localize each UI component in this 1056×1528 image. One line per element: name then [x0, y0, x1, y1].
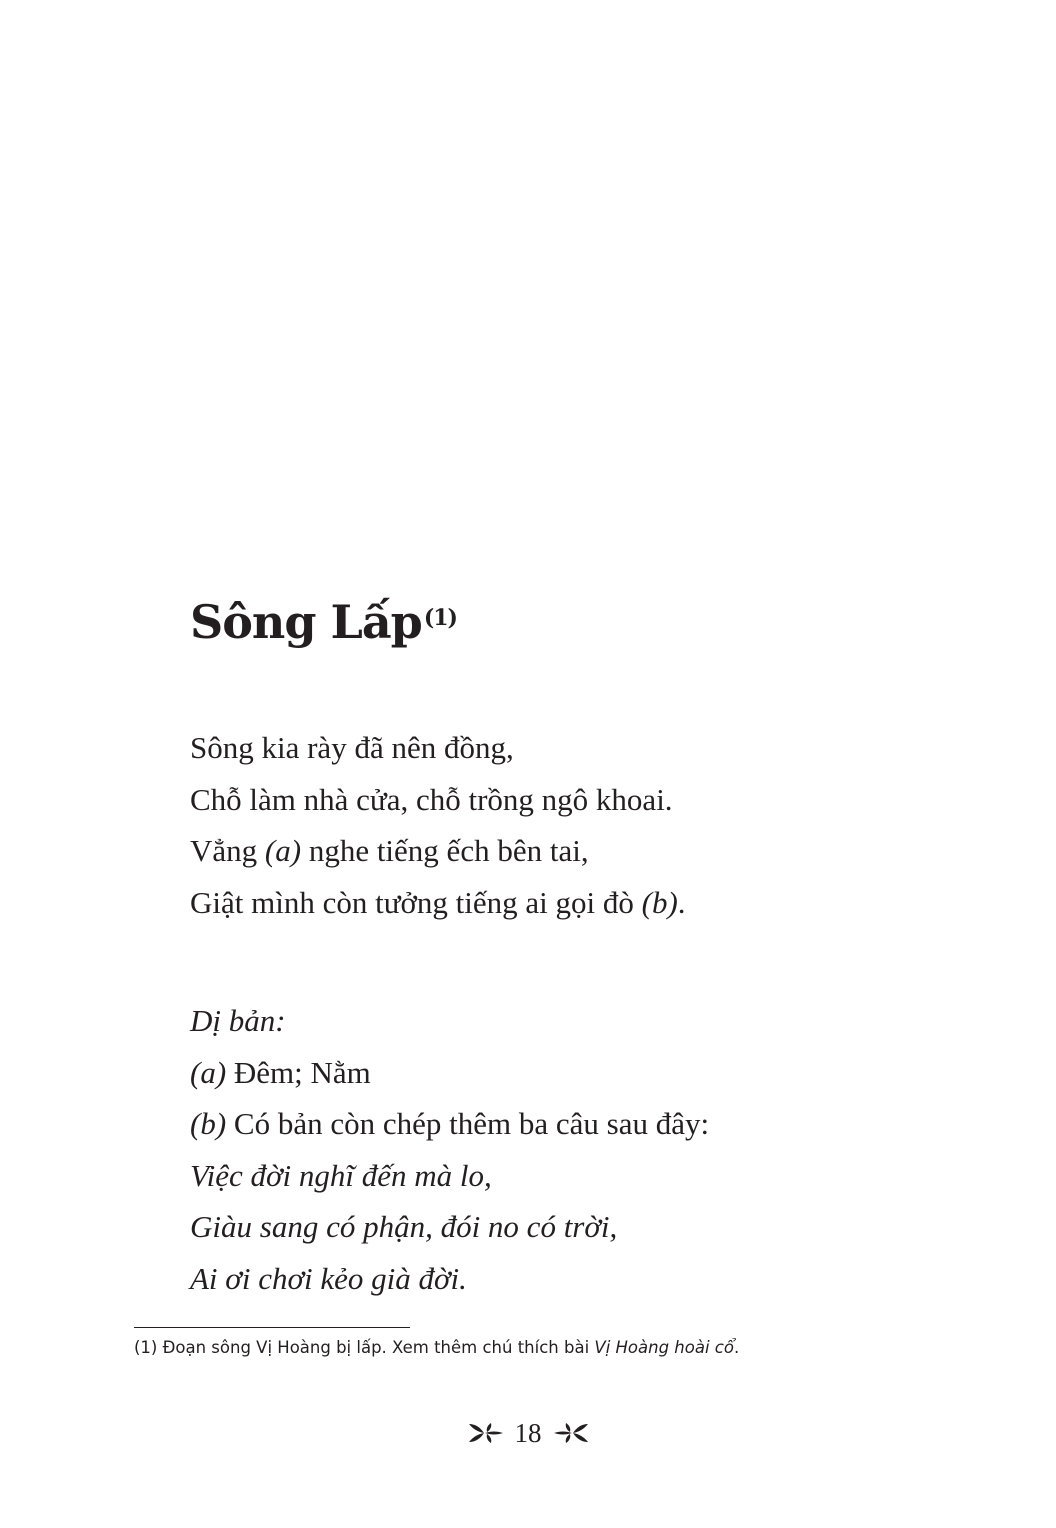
poem-line [190, 722, 686, 774]
page-number: 18 [514, 1418, 542, 1448]
poem-line-text: Sông kia rày đã nên đồng, [190, 730, 514, 765]
variants-line [190, 1150, 709, 1202]
footnote-text: (1) Đoạn sông Vị Hoàng bị lấp. Xem thêm chú thích bài [134, 1338, 595, 1357]
page-footer [0, 1416, 1056, 1450]
variants-line [190, 1201, 709, 1253]
leaf-ornament-left-icon [467, 1420, 505, 1446]
poem-line-text: (a) [264, 833, 302, 868]
footnote [134, 1336, 739, 1360]
poem-line [190, 877, 686, 929]
poem-line-text: . [677, 884, 686, 920]
footnote-work-title: Vị Hoàng hoài cổ [594, 1338, 734, 1357]
variants-line-text: (a) [190, 1054, 227, 1090]
variants-line [190, 1047, 709, 1099]
poem-line-text: (b) [641, 884, 678, 920]
variants-line-text: Việc đời nghĩ đến mà lo, [190, 1157, 492, 1193]
poem-line-text: Vẳng [190, 833, 265, 868]
poem-line [190, 774, 686, 826]
footnote-end: . [733, 1338, 740, 1357]
variants-line-text: Đêm; Nằm [226, 1054, 371, 1090]
poem-body [190, 722, 686, 928]
variant-notes [190, 995, 709, 1304]
variants-line-text: (b) [190, 1106, 227, 1141]
variants-line [190, 1098, 709, 1150]
poem-line-text: nghe tiếng ếch bên tai, [301, 833, 589, 868]
variants-line [190, 1253, 709, 1305]
footnote-divider [134, 1327, 410, 1328]
variants-line-text: Ai ơi chơi kẻo già đời. [190, 1260, 467, 1296]
poem-title [190, 592, 457, 652]
title-footnote-marker: (1) [423, 605, 457, 631]
leaf-ornament-right-icon [552, 1420, 590, 1446]
variants-line-text: Giàu sang có phận, đói no có trời, [190, 1209, 618, 1244]
variants-line [190, 995, 709, 1047]
variants-line-text: Có bản còn chép thêm ba câu sau đây: [226, 1106, 710, 1141]
variants-line-text: Dị bản: [190, 1003, 286, 1038]
poem-line-text: Chỗ làm nhà cửa, chỗ trồng ngô khoai. [190, 781, 673, 817]
poem-title-text: Sông Lấp [190, 595, 422, 649]
poem-line-text: Giật mình còn tưởng tiếng ai gọi đò [190, 884, 642, 920]
poem-line [190, 825, 686, 877]
